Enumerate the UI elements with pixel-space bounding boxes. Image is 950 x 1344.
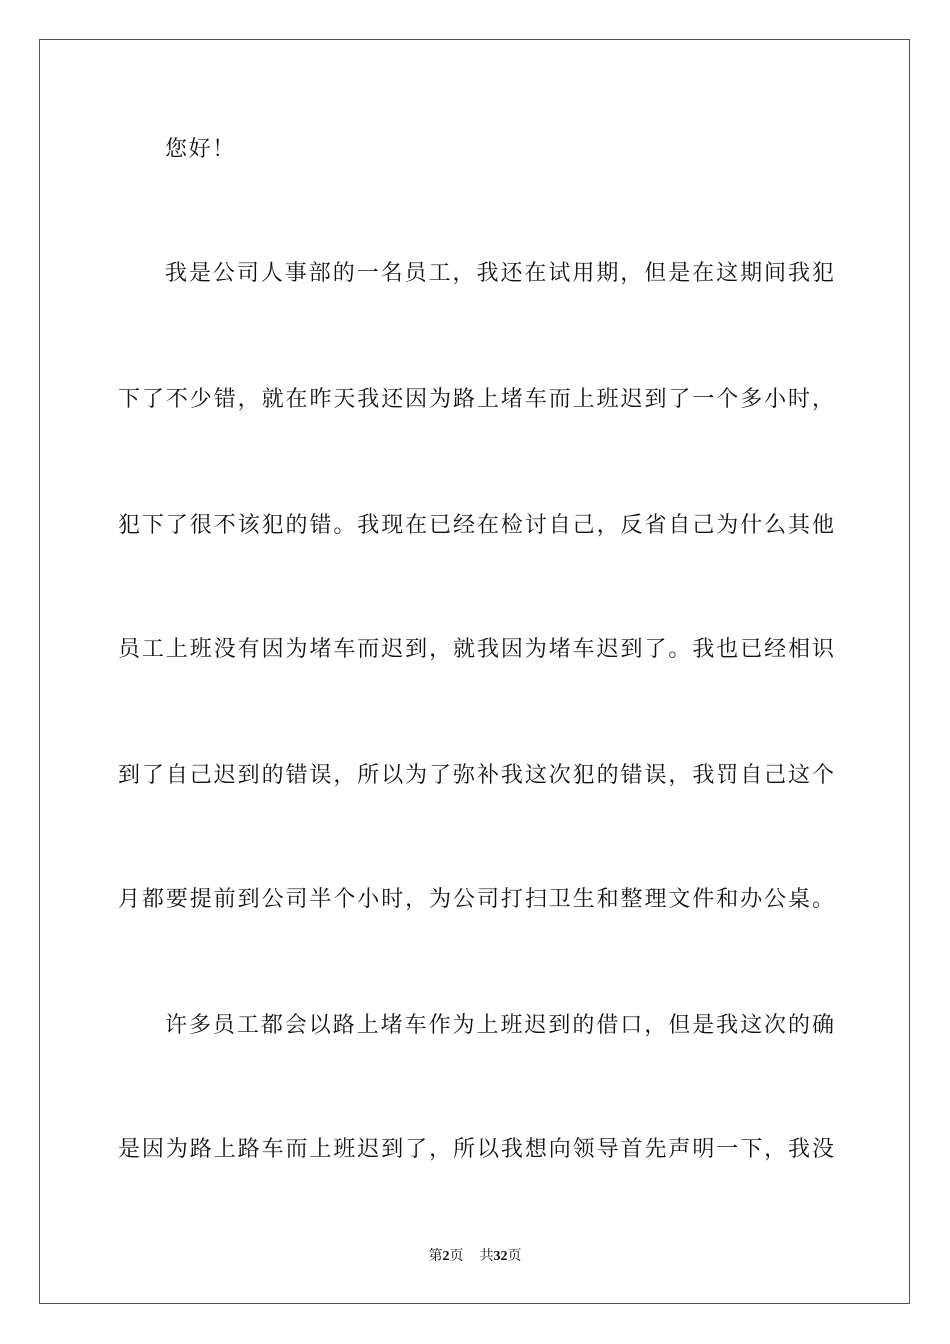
total-suffix: 页: [507, 1249, 522, 1264]
page-suffix: 页: [449, 1249, 464, 1264]
body-line-2: 下了不少错，就在昨天我还因为路上堵车而上班迟到了一个多小时，: [118, 387, 834, 412]
body-line-6: 月都要提前到公司半个小时，为公司打扫卫生和整理文件和办公桌。: [118, 887, 834, 912]
greeting: 您好！: [165, 137, 236, 162]
body-line-8: 是因为路上路车而上班迟到了，所以我想向领导首先声明一下，我没: [118, 1137, 834, 1162]
page-footer: [0, 1245, 950, 1265]
body-line-4: 员工上班没有因为堵车而迟到，就我因为堵车迟到了。我也已经相识: [118, 637, 834, 662]
body-line-3: 犯下了很不该犯的错。我现在已经在检讨自己，反省自己为什么其他: [118, 513, 834, 538]
page-prefix: 第: [428, 1249, 443, 1264]
total-prefix: 共: [479, 1249, 494, 1264]
body-line-1: 我是公司人事部的一名员工，我还在试用期，但是在这期间我犯: [165, 261, 834, 286]
body-line-7: 许多员工都会以路上堵车作为上班迟到的借口，但是我这次的确: [165, 1013, 834, 1038]
total-pages-number: 32: [493, 1249, 508, 1264]
current-page-number: 2: [442, 1249, 450, 1264]
body-line-5: 到了自己迟到的错误，所以为了弥补我这次犯的错误，我罚自己这个: [118, 763, 834, 788]
page-frame: [39, 39, 910, 1304]
